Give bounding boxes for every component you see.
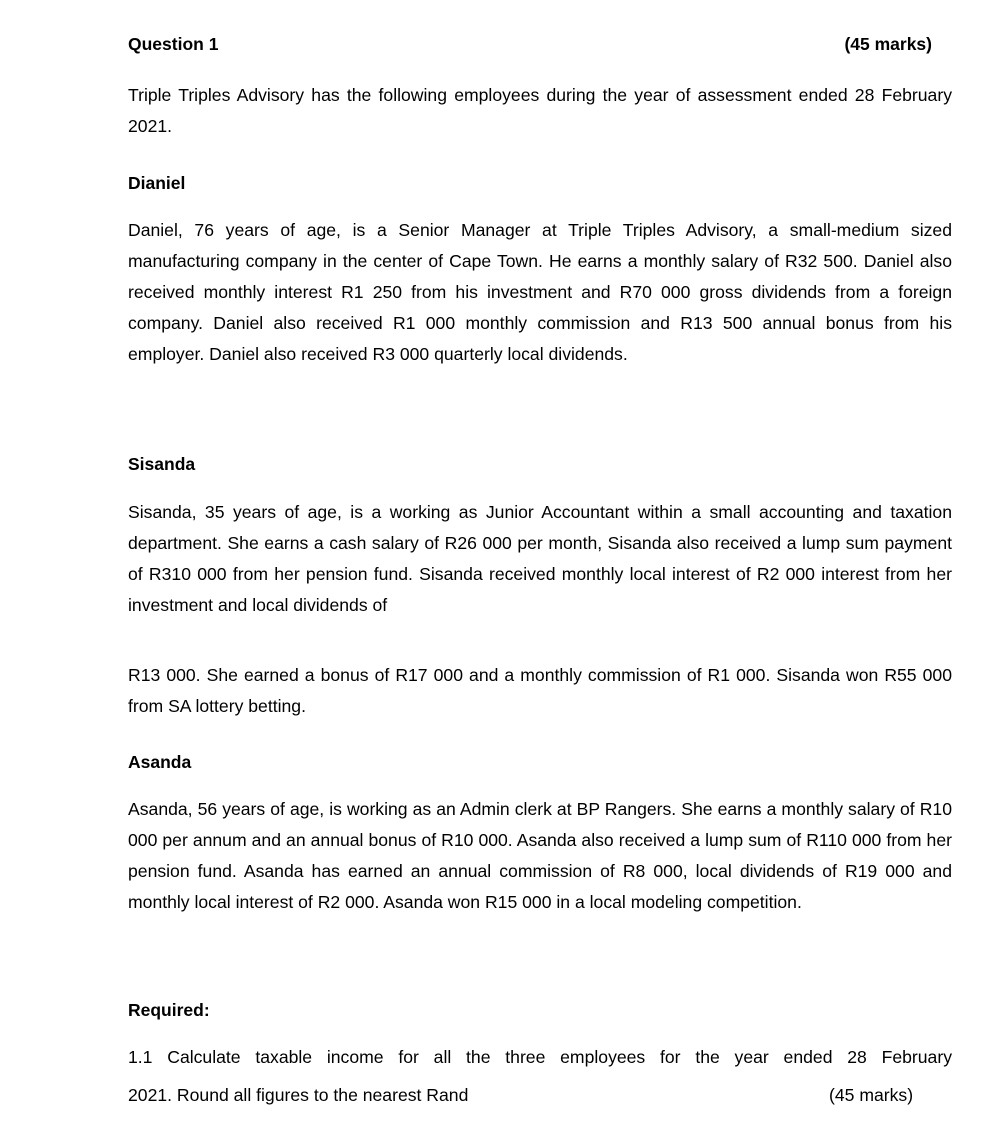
intro-paragraph: Triple Triples Advisory has the following employees during the year of assessment ended 28 February 2021. xyxy=(128,85,952,136)
employee-heading-daniel: Dianiel xyxy=(128,173,186,193)
required-marks: (45 marks) xyxy=(829,1085,914,1105)
employee-paragraph-asanda: Asanda, 56 years of age, is working as an Admin clerk at BP Rangers. She earns a monthly salary of R10 000 per annum and an annual bonus of R10 000. Asanda also received a lump sum of R110 000 from her pension fund. Asanda has earned an annual commission of R8 000, local dividends of R19 000 and monthly local interest of R2 000. Asanda won R15 000 in a local modeling competition. xyxy=(128,799,952,912)
employee-paragraph-sisanda-1: Sisanda, 35 years of age, is a working as Junior Accountant within a small accounting and taxation department. She earns a cash salary of R26 000 per month, Sisanda also received a lump sum payment of R310 000 from her pension fund. Sisanda received monthly local interest of R2 000 interest from her investment and local dividends of xyxy=(128,502,952,615)
employee-paragraph-daniel: Daniel, 76 years of age, is a Senior Manager at Triple Triples Advisory, a small-medium sized manufacturing company in the center of Cape Town. He earns a monthly salary of R32 500. Daniel also received monthly interest R1 250 from his investment and R70 000 gross dividends from a foreign company. Daniel also received R1 000 monthly commission and R13 500 annual bonus from his employer. Daniel also received R3 000 quarterly local dividends. xyxy=(128,220,952,364)
required-instruction: 2021. Round all figures to the nearest Rand xyxy=(128,1085,469,1105)
required-line-1: 1.1 Calculate taxable income for all the three employees for the year ended 28 February xyxy=(128,1047,952,1067)
employee-heading-asanda: Asanda xyxy=(128,752,192,772)
employee-heading-sisanda: Sisanda xyxy=(128,454,196,474)
question-header xyxy=(128,33,932,55)
employee-paragraph-sisanda-2: R13 000. She earned a bonus of R17 000 and a monthly commission of R1 000. Sisanda won R55 000 from SA lottery betting. xyxy=(128,665,952,716)
question-title: Question 1 xyxy=(128,34,219,54)
question-marks: (45 marks) xyxy=(844,34,932,54)
required-line-2 xyxy=(128,1080,952,1111)
required-heading: Required: xyxy=(128,1000,210,1020)
